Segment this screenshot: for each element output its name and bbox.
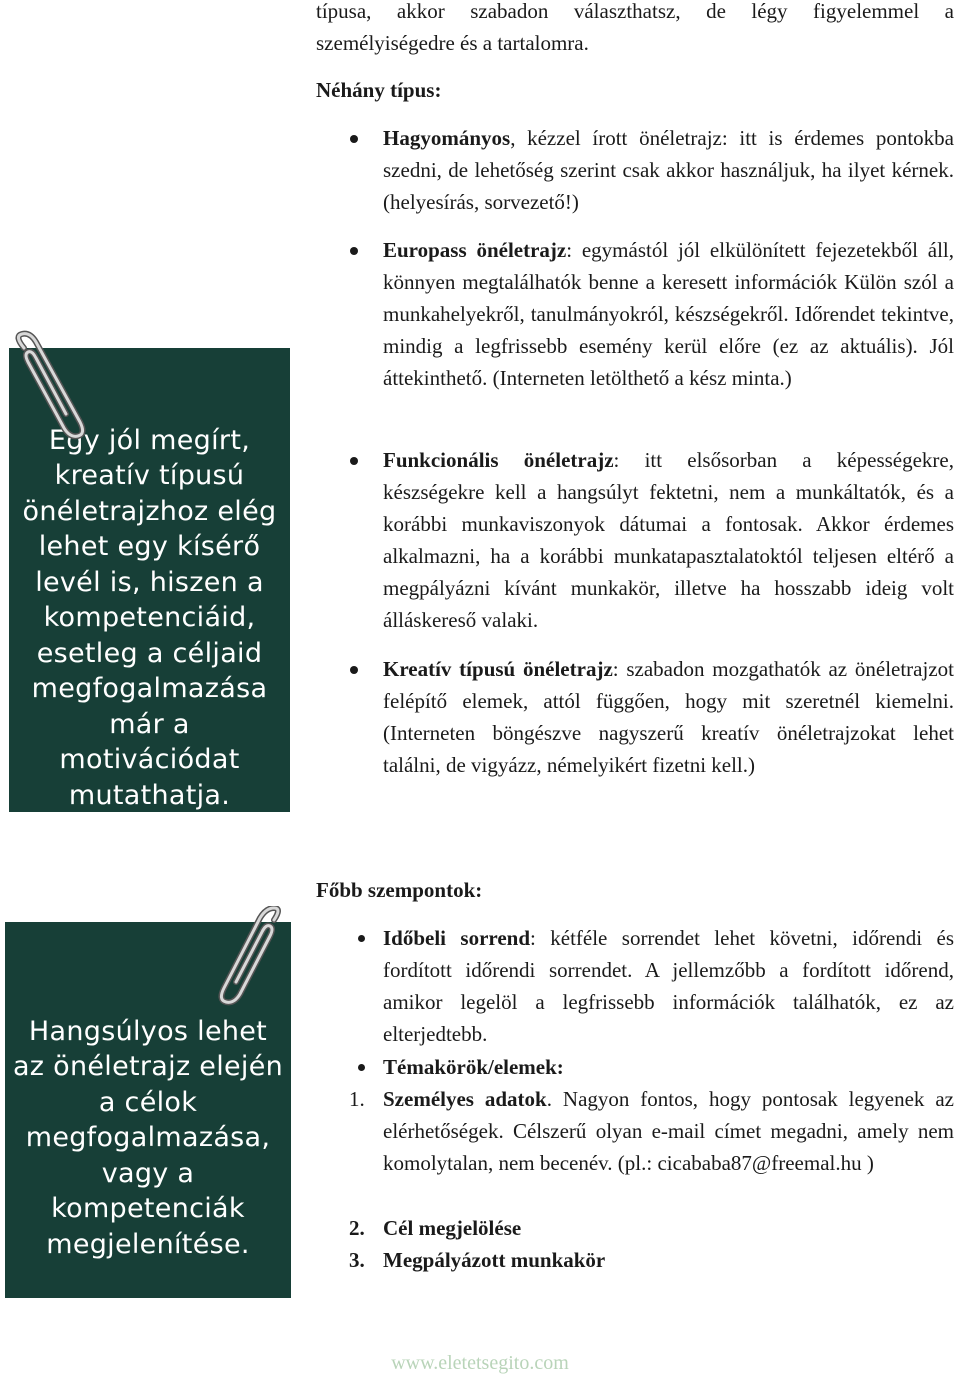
intro-line-1: típusa, akkor szabadon választhatsz, de légy figyelemmel a	[316, 0, 954, 23]
description: , kézzel írott önéletrajz: itt is érdemes pontokba szedni, de lehetőség szerint csak akkor használjuk, ha ilyet kérnek. (helyesírás, sorvezető!)	[383, 126, 954, 214]
bullet-dot	[350, 135, 358, 143]
numbered-item-goal	[383, 1212, 954, 1244]
term: Cél megjelölése	[383, 1216, 522, 1240]
term: Kreatív típusú önéletrajz	[383, 657, 613, 681]
list-number: 3.	[349, 1248, 365, 1272]
description: : kétféle sorrendet lehet követni, időrendi és fordított időrendi sorrendet. A jellemzőbb a fordított időrend, amikor legelöl a legfrissebb információk találhatók, ez az elterjedtebb.	[383, 926, 954, 1046]
list-item-functional	[383, 444, 954, 636]
intro-line-2: személyiségedre és a tartalomra.	[316, 31, 589, 55]
description: : szabadon mozgathatók az önéletrajzot felépítő elemek, attól függően, hogy mit szeretnél kiemelni. (Interneten böngészve nagyszerű kreatív önéletrajzokat lehet találni, de vigyázz, némelyikért fizetni kell.)	[383, 657, 954, 777]
paperclip-icon	[216, 906, 296, 1006]
section-heading-types: Néhány típus:	[316, 78, 442, 102]
term: Időbeli sorrend	[383, 926, 531, 950]
term: Funkcionális önéletrajz	[383, 448, 614, 472]
numbered-item-personal-data	[383, 1083, 954, 1179]
term: Hagyományos	[383, 126, 511, 150]
numbered-item-position	[383, 1244, 954, 1276]
term: Témakörök/elemek:	[383, 1055, 564, 1079]
list-number: 2.	[349, 1216, 365, 1240]
footer-url: www.eletetsegito.com	[391, 1352, 569, 1374]
list-item-creative	[383, 653, 954, 781]
description: : egymástól jól elkülönített fejezetekből áll, könnyen megtalálhatók benne a keresett információk Külön szól a munkahelyekről, tanulmányokról, készségekről. Időrendet tekintve, mindig a legfrissebb esemény kerül előre (ez az aktuális). Jól áttekinthető. (Interneten letölthető a kész minta.)	[383, 238, 955, 390]
list-item-chronology	[383, 922, 954, 1050]
description: : itt elsősorban a képességekre, készségekre kell a hangsúlyt fektetni, nem a munkáltatók, és a korábbi munkaviszonyok dátumai a fontosak. Akkor érdemes alkalmazni, ha a korábbi munkatapasztalatoktól teljesen eltérő a megpályázni kívánt munkakör, illetve ha hosszabb ideig volt álláskereső valaki.	[383, 448, 954, 632]
bullet-dot	[358, 935, 365, 942]
bullet-dot	[350, 666, 358, 674]
bullet-dot	[350, 247, 358, 255]
bullet-dot	[350, 457, 358, 465]
list-item-europass	[383, 234, 954, 394]
section-heading-aspects: Főbb szempontok:	[316, 878, 483, 902]
description: . Nagyon fontos, hogy pontosak legyenek az elérhetőségek. Célszerű olyan e-mail címet megadni, amely nem komolytalan, nem becenév. (pl.: cicababa87@freemal.hu )	[383, 1087, 954, 1175]
paperclip-icon	[4, 330, 94, 440]
list-number: 1.	[349, 1087, 365, 1111]
tip-card-text: Hangsúlyos lehet az önéletrajz elején a célok megfogalmazása, vagy a kompetenciák megjelenítése.	[12, 1015, 284, 1260]
term: Europass önéletrajz	[383, 238, 567, 262]
term: Személyes adatok	[383, 1087, 547, 1111]
term: Megpályázott munkakör	[383, 1248, 606, 1272]
list-item-traditional	[383, 122, 954, 218]
list-item-topics	[383, 1051, 954, 1083]
tip-card-text: Egy jól megírt, kreatív típusú önéletrajzhoz elég lehet egy kísérő levél is, hiszen a kompetenciáid, esetleg a céljaid megfogalmazása már a motivációdat mutathatja.	[22, 424, 277, 811]
bullet-dot	[358, 1064, 365, 1071]
